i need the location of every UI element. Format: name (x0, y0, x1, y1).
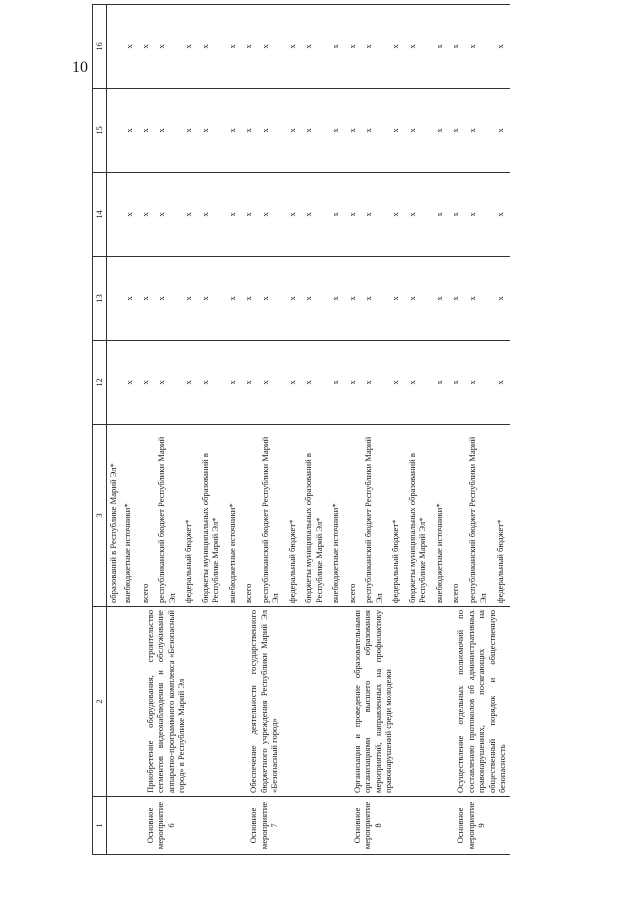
x-mark-cell: x (344, 341, 360, 425)
x-mark-cell: x (492, 5, 509, 89)
x-mark-cell: x (492, 173, 509, 257)
x-mark-cell: x (344, 257, 360, 341)
x-mark-cell: x (464, 5, 492, 89)
col-header-3: 3 (93, 425, 107, 607)
x-mark-cell: x (197, 173, 224, 257)
x-mark-cell: x (137, 5, 153, 89)
x-mark-cell: x (257, 257, 284, 341)
x-mark-cell: x (447, 5, 464, 89)
funding-source-cell: бюджеты муниципальных образований в Республике Марий Эл* (300, 425, 327, 607)
x-mark-cell: x (360, 173, 387, 257)
empty-cell (107, 257, 122, 341)
x-mark-cell: x (327, 341, 343, 425)
x-mark-cell: x (300, 5, 327, 89)
x-mark-cell: x (153, 89, 180, 173)
x-mark-cell: x (197, 257, 224, 341)
x-mark-cell: x (224, 5, 240, 89)
x-mark-cell: x (224, 173, 240, 257)
x-mark-cell: x (447, 89, 464, 173)
x-mark-cell: x (404, 257, 431, 341)
x-mark-cell: x (300, 173, 327, 257)
x-mark-cell: x (284, 341, 300, 425)
event-description-cell: Осуществление отдельных полномочий по составлению протоколов об административных правонарушениях, посягающих на общественный порядок и общественную безопасность (447, 607, 509, 797)
event-description-cell: Обеспечение деятельности государственного бюджетного учреждения Республики Марий Эл «Безопасный город» (240, 607, 343, 797)
funding-source-cell: республиканский бюджет Республики Марий Эл (360, 425, 387, 607)
empty-cell (121, 797, 136, 855)
x-mark-cell: x (344, 89, 360, 173)
x-mark-cell: x (464, 257, 492, 341)
x-mark-cell: x (447, 341, 464, 425)
x-mark-cell: x (431, 5, 447, 89)
x-mark-cell: x (404, 173, 431, 257)
col-header-15: 15 (93, 89, 107, 173)
x-mark-cell: x (137, 89, 153, 173)
x-mark-cell: x (300, 89, 327, 173)
x-mark-cell: x (327, 173, 343, 257)
funding-source-cell: федеральный бюджет* (387, 425, 403, 607)
table-row (121, 5, 136, 855)
x-mark-cell: x (121, 5, 136, 89)
event-name-cell: Основное мероприятие 9 (447, 797, 509, 855)
funding-source-cell: всего (447, 425, 464, 607)
empty-cell (121, 607, 136, 797)
x-mark-cell: x (257, 173, 284, 257)
x-mark-cell: x (464, 341, 492, 425)
col-header-1: 1 (93, 797, 107, 855)
x-mark-cell: x (240, 341, 256, 425)
x-mark-cell: x (284, 173, 300, 257)
table-row (447, 5, 464, 855)
x-mark-cell: x (284, 5, 300, 89)
empty-cell (107, 89, 122, 173)
x-mark-cell: x (180, 257, 196, 341)
x-mark-cell: x (404, 341, 431, 425)
x-mark-cell: x (180, 89, 196, 173)
x-mark-cell: x (387, 5, 403, 89)
x-mark-cell: x (224, 341, 240, 425)
x-mark-cell: x (180, 341, 196, 425)
x-mark-cell: x (447, 173, 464, 257)
empty-cell (107, 607, 122, 797)
x-mark-cell: x (137, 341, 153, 425)
funding-source-cell: внебюджетные источники* (224, 425, 240, 607)
empty-cell (107, 341, 122, 425)
empty-cell (107, 173, 122, 257)
x-mark-cell: x (327, 5, 343, 89)
table-row (240, 5, 256, 855)
x-mark-cell: x (360, 257, 387, 341)
empty-cell (107, 797, 122, 855)
x-mark-cell: x (431, 89, 447, 173)
x-mark-cell: x (404, 5, 431, 89)
x-mark-cell: x (464, 89, 492, 173)
col-header-16: 16 (93, 5, 107, 89)
x-mark-cell: x (492, 89, 509, 173)
col-header-12: 12 (93, 341, 107, 425)
funding-source-cell: образований в Республике Марий Эл* (107, 425, 122, 607)
header-row (93, 5, 107, 855)
x-mark-cell: x (153, 341, 180, 425)
x-mark-cell: x (431, 341, 447, 425)
x-mark-cell: x (360, 341, 387, 425)
event-description-cell: Приобретение оборудования, строительство сегментов видеонаблюдения и обслуживание аппаратно-программного комплекса «Безопасный город» в Республике Марий Эл (137, 607, 240, 797)
x-mark-cell: x (387, 257, 403, 341)
col-header-13: 13 (93, 257, 107, 341)
empty-cell (107, 5, 122, 89)
x-mark-cell: x (224, 257, 240, 341)
x-mark-cell: x (197, 341, 224, 425)
x-mark-cell: x (447, 257, 464, 341)
x-mark-cell: x (240, 5, 256, 89)
x-mark-cell: x (360, 89, 387, 173)
x-mark-cell: x (431, 257, 447, 341)
x-mark-cell: x (327, 89, 343, 173)
table-row (344, 5, 360, 855)
funding-source-cell: федеральный бюджет* (284, 425, 300, 607)
x-mark-cell: x (327, 257, 343, 341)
x-mark-cell: x (257, 341, 284, 425)
x-mark-cell: x (300, 257, 327, 341)
table-row (107, 5, 122, 855)
x-mark-cell: x (180, 173, 196, 257)
funding-source-cell: внебюджетные источники* (327, 425, 343, 607)
x-mark-cell: x (387, 89, 403, 173)
x-mark-cell: x (360, 5, 387, 89)
rotated-table-page (92, 5, 632, 855)
x-mark-cell: x (197, 5, 224, 89)
x-mark-cell: x (344, 5, 360, 89)
x-mark-cell: x (121, 257, 136, 341)
x-mark-cell: x (224, 89, 240, 173)
x-mark-cell: x (464, 173, 492, 257)
x-mark-cell: x (121, 341, 136, 425)
x-mark-cell: x (121, 89, 136, 173)
funding-source-cell: всего (137, 425, 153, 607)
x-mark-cell: x (153, 257, 180, 341)
event-description-cell: Организация и проведение образовательными организациями высшего образования мероприятий, направленных на профилактику правонарушений среди молодежи (344, 607, 447, 797)
funding-source-cell: республиканский бюджет Республики Марий Эл (153, 425, 180, 607)
x-mark-cell: x (137, 173, 153, 257)
x-mark-cell: x (284, 89, 300, 173)
x-mark-cell: x (257, 89, 284, 173)
x-mark-cell: x (121, 173, 136, 257)
funding-source-cell: внебюджетные источники* (431, 425, 447, 607)
x-mark-cell: x (137, 257, 153, 341)
x-mark-cell: x (387, 173, 403, 257)
funding-source-cell: республиканский бюджет Республики Марий Эл (464, 425, 492, 607)
page-number: 10 (72, 59, 88, 76)
funding-source-cell: бюджеты муниципальных образований в Республике Марий Эл* (404, 425, 431, 607)
funding-source-cell: всего (240, 425, 256, 607)
funding-source-cell: федеральный бюджет* (180, 425, 196, 607)
funding-source-cell: бюджеты муниципальных образований в Республике Марий Эл* (197, 425, 224, 607)
x-mark-cell: x (240, 89, 256, 173)
table-body (107, 5, 510, 855)
x-mark-cell: x (284, 257, 300, 341)
funding-source-cell: федеральный бюджет* (492, 425, 509, 607)
budget-table (92, 4, 510, 855)
funding-source-cell: внебюджетные источники* (121, 425, 136, 607)
x-mark-cell: x (404, 89, 431, 173)
x-mark-cell: x (492, 257, 509, 341)
x-mark-cell: x (344, 173, 360, 257)
x-mark-cell: x (387, 341, 403, 425)
x-mark-cell: x (197, 89, 224, 173)
event-name-cell: Основное мероприятие 8 (344, 797, 447, 855)
x-mark-cell: x (257, 5, 284, 89)
x-mark-cell: x (300, 341, 327, 425)
x-mark-cell: x (240, 257, 256, 341)
event-name-cell: Основное мероприятие 7 (240, 797, 343, 855)
funding-source-cell: всего (344, 425, 360, 607)
funding-source-cell: республиканский бюджет Республики Марий Эл (257, 425, 284, 607)
col-header-2: 2 (93, 607, 107, 797)
x-mark-cell: x (180, 5, 196, 89)
x-mark-cell: x (492, 341, 509, 425)
table-row (137, 5, 153, 855)
x-mark-cell: x (153, 173, 180, 257)
event-name-cell: Основное мероприятие 6 (137, 797, 240, 855)
col-header-14: 14 (93, 173, 107, 257)
x-mark-cell: x (240, 173, 256, 257)
x-mark-cell: x (431, 173, 447, 257)
x-mark-cell: x (153, 5, 180, 89)
